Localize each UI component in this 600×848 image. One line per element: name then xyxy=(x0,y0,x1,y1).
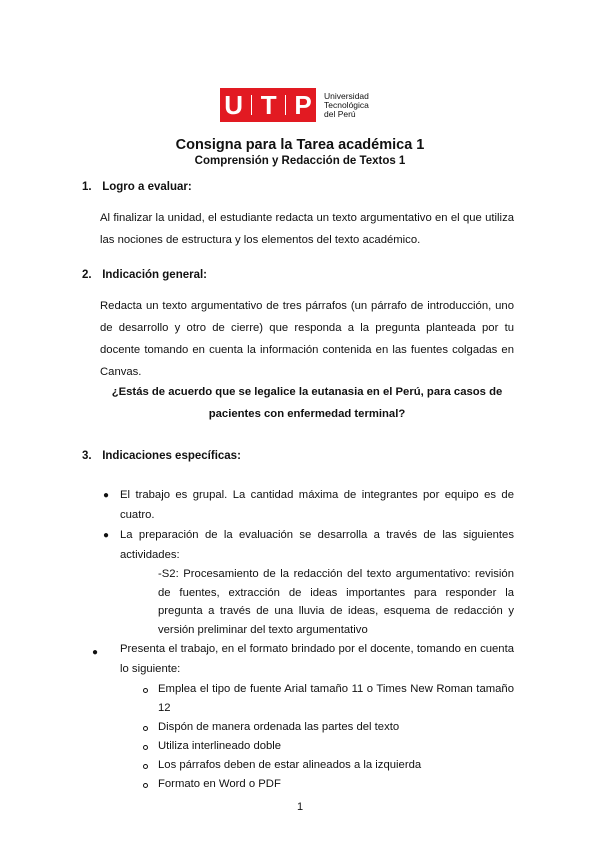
prompt-question: ¿Estás de acuerdo que se legalice la eutanasia en el Perú, para casos de pacientes con enfermedad terminal? xyxy=(111,386,503,420)
logo-mark xyxy=(220,88,316,122)
logo-divider xyxy=(251,95,252,115)
section-1-body: Al finalizar la unidad, el estudiante redacta un texto argumentativo en el que utiliza las nociones de estructura y los elementos del texto académico. xyxy=(100,212,514,246)
logo-divider xyxy=(285,95,286,115)
section-2-heading xyxy=(82,269,207,281)
logo-letter-u: U xyxy=(224,89,243,120)
bullet-item: El trabajo es grupal. La cantidad máxima de integrantes por equipo es de cuatro. xyxy=(120,489,514,521)
section-1-heading xyxy=(82,181,192,193)
logo-line-3: del Perú xyxy=(324,108,356,119)
section-title: Logro a evaluar: xyxy=(102,181,192,193)
document-title: Consigna para la Tarea académica 1 xyxy=(175,137,425,153)
logo-line-1: Universidad xyxy=(324,90,369,101)
utp-logo xyxy=(220,88,369,122)
section-number: 2. xyxy=(82,269,92,281)
sub-bullet-circle xyxy=(143,726,148,731)
sub-item: Dispón de manera ordenada las partes del texto xyxy=(158,721,400,733)
sub-bullet-circle xyxy=(143,764,148,769)
bullet-dot: ● xyxy=(103,490,110,501)
sub-item: Emplea el tipo de fuente Arial tamaño 11 o Times New Roman tamaño 12 xyxy=(158,683,514,714)
section-number: 3. xyxy=(82,450,92,462)
logo-wordmark xyxy=(324,92,369,119)
section-2-body: Redacta un texto argumentativo de tres párrafos (un párrafo de introducción, uno de desarrollo y otro de cierre) que responda a la pregunta planteada por tu docente tomando en cuenta la información contenida en las fuentes colgadas en Canvas. xyxy=(100,300,514,378)
bullet-dot: ● xyxy=(103,530,110,541)
page-number: 1 xyxy=(296,801,304,813)
bullet-item: Presenta el trabajo, en el formato brindado por el docente, tomando en cuenta lo siguiente: xyxy=(120,643,514,675)
section-title: Indicación general: xyxy=(102,269,208,281)
logo-letter-p: P xyxy=(294,89,312,120)
document-subtitle: Comprensión y Redacción de Textos 1 xyxy=(194,155,406,167)
bullet-dot: ● xyxy=(92,647,99,658)
sub-bullet-circle xyxy=(143,783,148,788)
logo-line-2: Tecnológica xyxy=(324,99,369,110)
bullet-item: La preparación de la evaluación se desarrolla a través de las siguientes actividades: xyxy=(120,529,514,561)
section-number: 1. xyxy=(82,181,92,193)
sub-item: Los párrafos deben de estar alineados a la izquierda xyxy=(158,759,422,771)
sub-item: Utiliza interlineado doble xyxy=(158,740,282,752)
sub-item: Formato en Word o PDF xyxy=(158,778,281,790)
section-3-heading xyxy=(82,450,241,462)
sub-bullet-circle xyxy=(143,745,148,750)
activity-detail: -S2: Procesamiento de la redacción del texto argumentativo: revisión de fuentes, extracción de ideas importantes para responder la pregunta a través de una lluvia de ideas, esquema de redacción y versión preliminar del texto argumentativo xyxy=(158,568,514,636)
section-title: Indicaciones específicas: xyxy=(102,450,241,462)
sub-bullet-circle xyxy=(143,688,148,693)
logo-letter-t: T xyxy=(260,89,277,120)
